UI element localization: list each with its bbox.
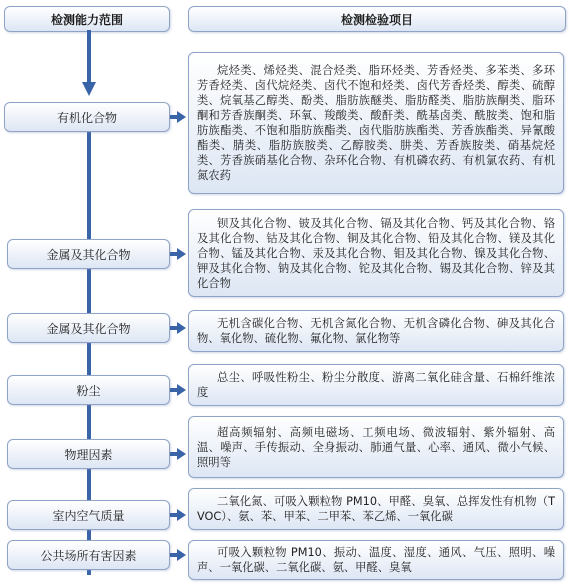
items-text: 二氧化氮、可吸入颗粒物 PM10、甲醛、臭氧、总挥发性有机物（TVOC）、氨、苯、甲苯、二甲苯、苯乙烯、一氧化碳: [197, 495, 555, 523]
items-dust: [188, 364, 564, 406]
items-indoor-air-quality: [188, 488, 564, 530]
category-dust: [7, 375, 170, 405]
items-text: 可吸入颗粒物 PM10、振动、温度、湿度、通风、气压、照明、噪声、一氧化碳、二氧化碳、氨、甲醛、臭氧: [197, 546, 555, 574]
category-organic-compounds: [4, 102, 170, 132]
category-label: 物理因素: [64, 447, 113, 462]
category-label: 有机化合物: [56, 110, 117, 125]
category-inorganic-compounds: [7, 313, 170, 343]
down-arrow-shaft: [87, 30, 91, 85]
connector-arrow-head: [177, 111, 186, 123]
header-detection-items-label: 检测检验项目: [340, 12, 413, 27]
items-public-place-hazards: [188, 540, 564, 580]
connector-arrow-head: [177, 448, 186, 460]
items-inorganic-compounds: [188, 310, 564, 352]
connector-arrow-head: [177, 384, 186, 396]
category-indoor-air-quality: [7, 500, 170, 530]
items-text: 超高频辐射、高频电磁场、工频电场、微波辐射、紫外辐射、高温、噪声、手传振动、全身振动、肺通气量、心率、通风、微小气候、照明等: [197, 425, 555, 469]
items-text: 总尘、呼吸性粉尘、粉尘分散度、游离二氧化硅含量、石棉纤维浓度: [197, 371, 555, 399]
category-label: 公共场所有害因素: [40, 548, 137, 563]
connector-arrow-head: [177, 549, 186, 561]
items-metal-compounds: [188, 209, 564, 297]
down-arrow-head: [82, 82, 96, 96]
header-detection-scope-label: 检测能力范围: [50, 12, 123, 27]
header-detection-scope: [4, 6, 170, 32]
connector-arrow-head: [177, 322, 186, 334]
category-label: 室内空气质量: [52, 508, 125, 523]
items-organic-compounds: [188, 52, 564, 194]
items-text: 无机含碳化合物、无机含氮化合物、无机含磷化合物、砷及其化合物、氧化物、硫化物、氟化物、氯化物等: [197, 317, 555, 345]
connector-arrow-head: [177, 248, 186, 260]
category-label: 粉尘: [76, 383, 101, 398]
category-physical-factors: [7, 439, 170, 469]
connector-arrow-head: [177, 509, 186, 521]
category-public-place-hazards: [7, 540, 170, 570]
items-text: 烷烃类、烯烃类、混合烃类、脂环烃类、芳香烃类、多苯类、多环芳香烃类、卤代烷烃类、卤代不饱和烃类、卤代芳香烃类、醇类、硫醇类、烷氧基乙醇类、酚类、脂肪族醚类、脂肪醛类、脂肪族酮类、脂环酮和芳香族酮类、环氧、羧酸类、酸酐类、酰基卤类、酰胺类、饱和脂肪族酯类、不饱和脂肪族酯类、卤代脂肪族酯类、芳香族酯类、异氰酸酯类、腈类、脂肪族胺类、乙醇胺类、肼类、芳香族胺类、硝基烷烃类、芳香族硝基化合物、杂环化合物、有机磷农药、有机氯农药、有机氮农药: [197, 64, 555, 182]
category-label: 金属及其化合物: [46, 321, 131, 336]
category-metal-compounds: [7, 239, 170, 269]
items-text: 钡及其化合物、铍及其化合物、镉及其化合物、钙及其化合物、铬及其化合物、钴及其化合物、铜及其化合物、铅及其化合物、镁及其化合物、锰及其化合物、汞及其化合物、钼及其化合物、镍及其化合物、钾及其化合物、钠及其化合物、铊及其化合物、锡及其化合物、锌及其化合物: [197, 216, 555, 290]
items-physical-factors: [188, 416, 564, 478]
header-detection-items: [188, 6, 566, 32]
category-label: 金属及其化合物: [46, 247, 131, 262]
